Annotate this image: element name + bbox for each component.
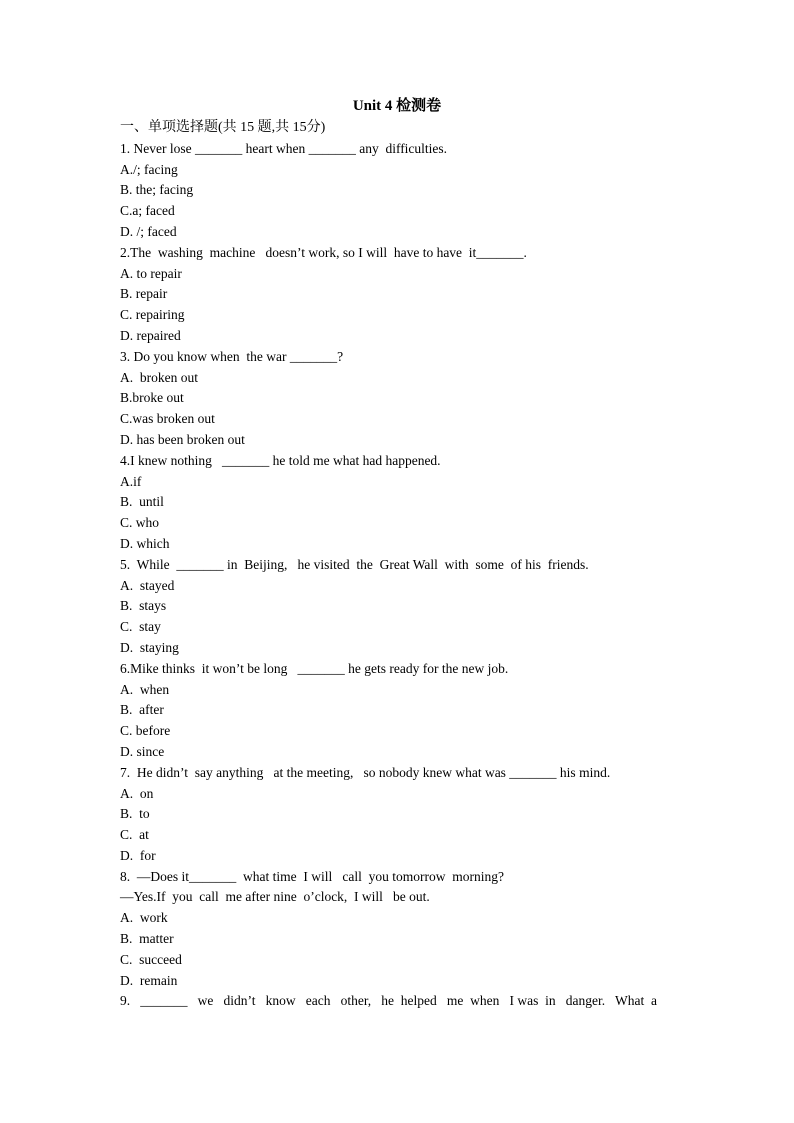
question-stem: 6.Mike thinks it won’t be long _______ he gets ready for the new job. [120, 660, 509, 676]
answer-option: D. staying [120, 639, 179, 655]
answer-option: D. which [120, 535, 170, 551]
answer-option: A. on [120, 785, 154, 801]
answer-option: A.if [120, 473, 142, 489]
answer-option: A./; facing [120, 161, 178, 177]
answer-option: D. remain [120, 972, 178, 988]
question-list [120, 118, 680, 1012]
answer-option: C. who [120, 515, 160, 531]
answer-option: D. /; faced [120, 223, 177, 239]
answer-option: A. when [120, 681, 170, 697]
answer-option: C. repairing [120, 307, 185, 323]
question-stem: 8. —Does it_______ what time I will call you tomorrow morning? [120, 868, 504, 884]
answer-option: C. stay [120, 619, 161, 635]
question-stem: 2.The washing machine doesn’t work, so I will have to have it_______. [120, 244, 527, 260]
answer-option: D. since [120, 743, 165, 759]
question-stem: 1. Never lose _______ heart when _______ any difficulties. [120, 140, 448, 156]
answer-option: B. repair [120, 286, 168, 302]
question-stem: 4.I knew nothing _______ he told me what had happened. [120, 452, 441, 468]
answer-option: C. succeed [120, 951, 182, 967]
answer-option: B. to [120, 806, 150, 822]
answer-option: B. matter [120, 931, 174, 947]
question-stem: 7. He didn’t say anything at the meeting, so nobody knew what was _______ his mind. [120, 764, 611, 780]
answer-option: B. after [120, 702, 164, 718]
answer-option: D. for [120, 847, 156, 863]
answer-option: A. broken out [120, 369, 198, 385]
answer-option: A. work [120, 910, 168, 926]
section-heading: 一、单项选择题(共 15 题,共 15分) [120, 120, 326, 135]
question-stem: 3. Do you know when the war _______? [120, 348, 344, 364]
answer-option: A. to repair [120, 265, 182, 281]
answer-option: C. before [120, 723, 171, 739]
answer-option: D. repaired [120, 327, 181, 343]
answer-option: B.broke out [120, 390, 184, 406]
question-stem-reply: —Yes.If you call me after nine o’clock, I will be out. [120, 889, 430, 905]
answer-option: C.was broken out [120, 411, 215, 427]
answer-option: B. the; facing [120, 182, 194, 198]
answer-option: A. stayed [120, 577, 175, 593]
answer-option: B. stays [120, 598, 167, 614]
answer-option: C.a; faced [120, 203, 175, 219]
answer-option: D. has been broken out [120, 431, 245, 447]
question-stem: 5. While _______ in Beijing, he visited the Great Wall with some of his friends. [120, 556, 589, 572]
page-title: Unit 4 检测卷 [352, 98, 442, 114]
answer-option: C. at [120, 827, 149, 843]
question-stem: 9. _______ we didn’t know each other, he helped me when I was in danger. What a [120, 993, 657, 1009]
answer-option: B. until [120, 494, 164, 510]
